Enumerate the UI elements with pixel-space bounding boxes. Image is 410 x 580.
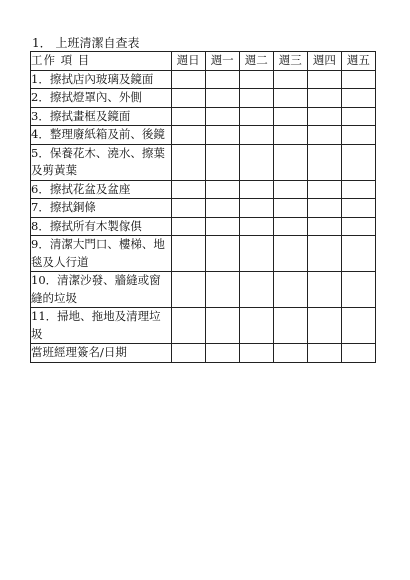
day-header-sun: 週日 bbox=[171, 52, 205, 71]
task-number: 4． bbox=[31, 127, 50, 141]
check-cell[interactable] bbox=[171, 144, 205, 180]
check-cell[interactable] bbox=[273, 126, 307, 145]
check-cell[interactable] bbox=[239, 272, 273, 308]
check-cell[interactable] bbox=[341, 199, 375, 218]
check-cell[interactable] bbox=[171, 89, 205, 108]
check-cell[interactable] bbox=[307, 199, 341, 218]
check-cell[interactable] bbox=[239, 180, 273, 199]
check-cell[interactable] bbox=[341, 272, 375, 308]
task-text: 擦拭店內玻璃及鏡面 bbox=[49, 71, 154, 86]
task-text: 擦拭所有木製傢俱 bbox=[49, 218, 142, 233]
check-cell[interactable] bbox=[171, 236, 205, 272]
task-label bbox=[31, 107, 172, 126]
check-cell[interactable] bbox=[205, 89, 239, 108]
check-cell[interactable] bbox=[307, 89, 341, 108]
check-cell[interactable] bbox=[171, 126, 205, 145]
signature-cell[interactable] bbox=[171, 344, 205, 363]
task-text: 擦拭花盆及盆座 bbox=[49, 181, 131, 196]
check-cell[interactable] bbox=[341, 144, 375, 180]
check-cell[interactable] bbox=[239, 199, 273, 218]
check-cell[interactable] bbox=[341, 107, 375, 126]
task-text: 擦拭燈罩內、外側 bbox=[49, 90, 142, 104]
signature-cell[interactable] bbox=[205, 344, 239, 363]
task-label bbox=[31, 236, 172, 272]
check-cell[interactable] bbox=[171, 107, 205, 126]
check-cell[interactable] bbox=[273, 144, 307, 180]
signature-cell[interactable] bbox=[307, 344, 341, 363]
task-label bbox=[31, 308, 184, 344]
task-label bbox=[31, 217, 172, 236]
task-text: 擦拭銅條 bbox=[49, 200, 96, 214]
task-number: 10． bbox=[31, 273, 58, 287]
task-column-header: 工作 項 目 bbox=[31, 52, 172, 71]
check-cell[interactable] bbox=[273, 70, 307, 89]
task-number: 7． bbox=[31, 200, 50, 214]
check-cell[interactable] bbox=[341, 89, 375, 108]
check-cell[interactable] bbox=[239, 126, 273, 145]
check-cell[interactable] bbox=[341, 308, 375, 344]
check-cell[interactable] bbox=[171, 217, 205, 236]
check-cell[interactable] bbox=[171, 199, 205, 218]
signature-row bbox=[31, 344, 376, 363]
check-cell[interactable] bbox=[273, 272, 307, 308]
check-cell[interactable] bbox=[341, 70, 375, 89]
check-cell[interactable] bbox=[205, 217, 239, 236]
check-cell[interactable] bbox=[341, 217, 375, 236]
signature-cell[interactable] bbox=[341, 344, 375, 363]
header-row bbox=[31, 52, 376, 71]
day-header-fri: 週五 bbox=[341, 52, 375, 71]
check-cell[interactable] bbox=[341, 180, 375, 199]
check-cell[interactable] bbox=[341, 126, 375, 145]
task-label bbox=[31, 199, 172, 218]
check-cell[interactable] bbox=[239, 89, 273, 108]
task-row bbox=[31, 107, 376, 126]
task-row bbox=[31, 308, 376, 344]
check-cell[interactable] bbox=[171, 70, 205, 89]
task-text: 清潔大門口、樓梯、地毯及人行道 bbox=[31, 237, 165, 269]
check-cell[interactable] bbox=[273, 217, 307, 236]
check-cell[interactable] bbox=[307, 180, 341, 199]
task-text: 清潔沙發、牆縫或窗 縫的垃圾 bbox=[31, 273, 184, 305]
task-number: 8． bbox=[31, 218, 50, 233]
signature-cell[interactable] bbox=[273, 344, 307, 363]
task-number: 5． bbox=[31, 145, 50, 160]
task-number: 9． bbox=[31, 237, 50, 251]
check-cell[interactable] bbox=[239, 308, 273, 344]
task-text: 擦拭畫框及鏡面 bbox=[49, 108, 131, 123]
task-row bbox=[31, 217, 376, 236]
task-label bbox=[31, 70, 172, 89]
check-cell[interactable] bbox=[273, 199, 307, 218]
check-cell[interactable] bbox=[273, 236, 307, 272]
check-cell[interactable] bbox=[205, 272, 239, 308]
check-cell[interactable] bbox=[239, 144, 273, 180]
check-cell[interactable] bbox=[307, 217, 341, 236]
check-cell[interactable] bbox=[171, 180, 205, 199]
check-cell[interactable] bbox=[307, 70, 341, 89]
check-cell[interactable] bbox=[205, 126, 239, 145]
check-cell[interactable] bbox=[205, 144, 239, 180]
task-number: 2． bbox=[31, 90, 50, 104]
task-label bbox=[31, 272, 184, 308]
task-row bbox=[31, 180, 376, 199]
cleaning-checklist-table bbox=[30, 51, 376, 363]
check-cell[interactable] bbox=[273, 308, 307, 344]
check-cell[interactable] bbox=[341, 236, 375, 272]
task-label bbox=[31, 144, 172, 180]
task-number: 11． bbox=[31, 309, 58, 323]
check-cell[interactable] bbox=[205, 308, 239, 344]
task-text: 整理廢紙箱及前、後鏡 bbox=[49, 127, 165, 141]
task-number: 6． bbox=[31, 181, 50, 196]
check-cell[interactable] bbox=[307, 144, 341, 180]
day-header-thu: 週四 bbox=[307, 52, 341, 71]
task-row bbox=[31, 126, 376, 145]
task-label bbox=[31, 89, 172, 108]
task-label bbox=[31, 180, 172, 199]
task-label bbox=[31, 126, 172, 145]
check-cell[interactable] bbox=[307, 272, 341, 308]
day-header-tue: 週二 bbox=[239, 52, 273, 71]
task-row bbox=[31, 236, 376, 272]
task-row bbox=[31, 272, 376, 308]
check-cell[interactable] bbox=[239, 70, 273, 89]
task-row bbox=[31, 70, 376, 89]
task-text: 保養花木、澆水、擦葉及剪黃葉 bbox=[31, 145, 165, 177]
check-cell[interactable] bbox=[239, 107, 273, 126]
task-row bbox=[31, 199, 376, 218]
day-header-mon: 週一 bbox=[205, 52, 239, 71]
check-cell[interactable] bbox=[307, 308, 341, 344]
check-cell[interactable] bbox=[273, 89, 307, 108]
check-cell[interactable] bbox=[239, 236, 273, 272]
check-cell[interactable] bbox=[205, 70, 239, 89]
task-row bbox=[31, 89, 376, 108]
check-cell[interactable] bbox=[205, 107, 239, 126]
signature-cell[interactable] bbox=[239, 344, 273, 363]
task-number: 3． bbox=[31, 108, 50, 123]
check-cell[interactable] bbox=[273, 107, 307, 126]
task-text: 掃地、拖地及清理垃 圾 bbox=[31, 309, 184, 341]
check-cell[interactable] bbox=[205, 236, 239, 272]
check-cell[interactable] bbox=[205, 199, 239, 218]
check-cell[interactable] bbox=[307, 236, 341, 272]
manager-signature-label: 當班經理簽名/日期 bbox=[31, 344, 172, 363]
form-heading: 1． 上班清潔自查表 bbox=[32, 36, 140, 50]
check-cell[interactable] bbox=[307, 126, 341, 145]
check-cell[interactable] bbox=[273, 180, 307, 199]
check-cell[interactable] bbox=[307, 107, 341, 126]
task-row bbox=[31, 144, 376, 180]
check-cell[interactable] bbox=[205, 180, 239, 199]
check-cell[interactable] bbox=[239, 217, 273, 236]
task-number: 1． bbox=[31, 71, 50, 86]
day-header-wed: 週三 bbox=[273, 52, 307, 71]
